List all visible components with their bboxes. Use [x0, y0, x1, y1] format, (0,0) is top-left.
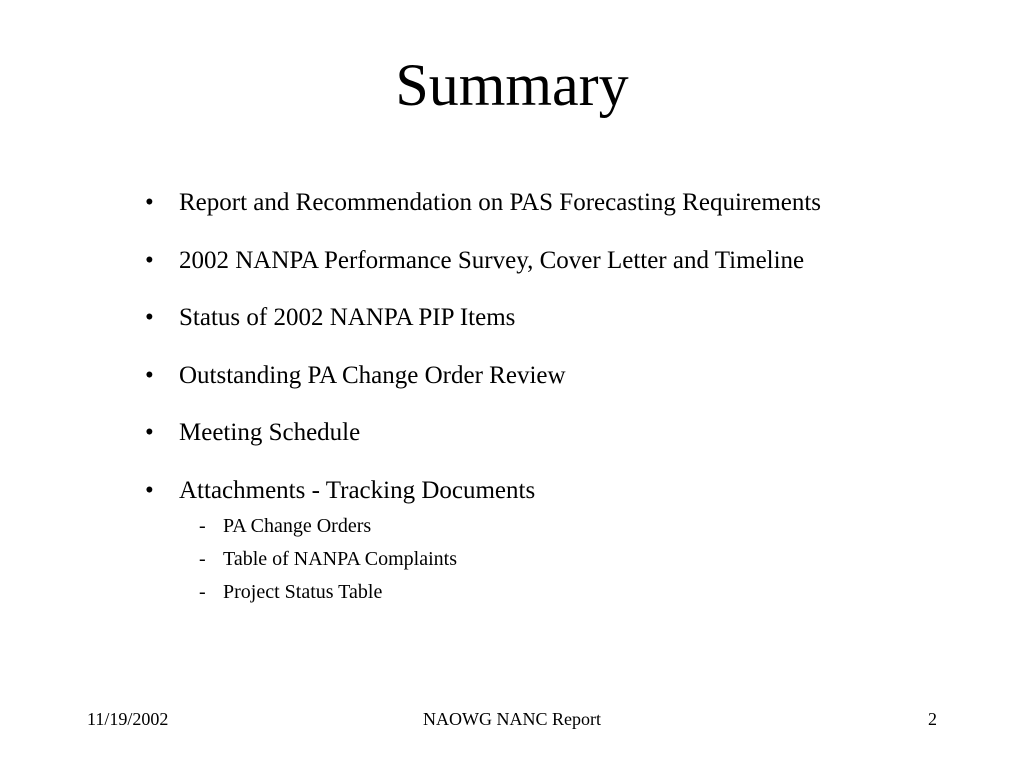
- sub-bullet-item: [199, 576, 985, 609]
- bullet-item: [145, 474, 985, 609]
- bullet-text: Report and Recommendation on PAS Forecasting Requirements: [179, 189, 822, 216]
- bullet-marker: •: [145, 246, 154, 274]
- slide-title: Summary: [395, 52, 629, 118]
- sub-bullet-list: [199, 510, 985, 609]
- sub-bullet-marker: -: [199, 547, 206, 570]
- bullet-text: Status of 2002 NANPA PIP Items: [179, 304, 516, 331]
- bullet-marker: •: [145, 419, 154, 446]
- bullet-text: Attachments - Tracking Documents: [179, 476, 536, 504]
- footer-date: 11/19/2002: [87, 709, 169, 729]
- sub-bullet-item: [199, 543, 985, 576]
- sub-bullet-marker: -: [199, 580, 206, 603]
- bullet-item: [145, 359, 985, 393]
- bullet-marker: •: [145, 189, 154, 216]
- footer-title: NAOWG NANC Report: [423, 709, 601, 729]
- bullet-item: [145, 416, 985, 450]
- bullet-marker: •: [145, 304, 154, 331]
- bullet-item: [145, 244, 985, 278]
- bullet-item: [145, 301, 985, 335]
- bullet-item: [145, 186, 985, 220]
- bullet-marker: •: [145, 361, 154, 389]
- sub-bullet-text: PA Change Orders: [223, 514, 372, 537]
- sub-bullet-item: [199, 510, 985, 543]
- sub-bullet-text: Table of NANPA Complaints: [223, 547, 457, 570]
- sub-bullet-marker: -: [199, 514, 206, 537]
- bullet-text: Outstanding PA Change Order Review: [179, 361, 566, 389]
- bullet-text: 2002 NANPA Performance Survey, Cover Letter and Timeline: [179, 246, 805, 274]
- page-number: 2: [928, 709, 937, 729]
- sub-bullet-text: Project Status Table: [223, 580, 383, 603]
- bullet-marker: •: [145, 476, 154, 504]
- bullet-text: Meeting Schedule: [179, 419, 361, 446]
- bullet-list: [145, 186, 985, 632]
